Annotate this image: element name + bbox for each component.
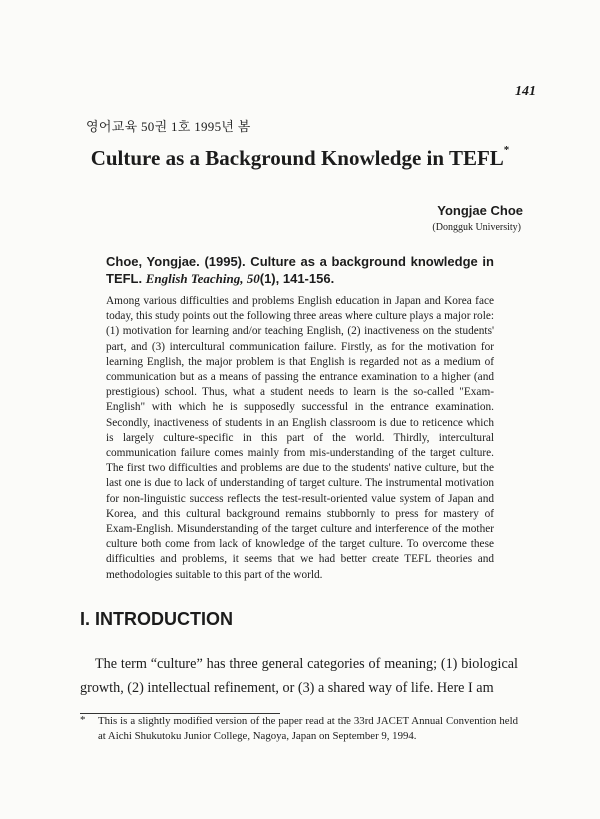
footnote-text: This is a slightly modified version of the paper read at the 33rd JACET Annual Convention held at Aichi Shukutoku Junior College, Nagoya, Japan on September 9, 1994. [98, 715, 518, 742]
paper-title [50, 146, 550, 171]
citation [106, 253, 494, 287]
abstract: Among various difficulties and problems English education in Japan and Korea face today, this study points out the following three areas where culture plays a major role: (1) motivation for learning and/or teaching English, (2) inactiveness on the students' part, and (3) intercultural communication failure. Firstly, as for the motivation for learning English, the major problem is that English is regarded not as a medium of communication but as a means of passing the entrance examination to a higher (and prestigious) school. Thus, what a student needs to learn is the so-called "Exam-English" with which he is supposedly successful in the entrance examination. Secondly, inactiveness of students in an English classroom is due to reticence which is largely culture-specific in this part of the world. Thirdly, intercultural communication failure comes mainly from mis-understanding of the target culture. The first two difficulties and problems are due to the students' native culture, but the last one is due to lack of understanding of target culture. The instrumental motivation for non-linguistic success reflects the test-result-oriented value system of Japan and Korea, and this cultural background remains stubbornly to press for mastery of Exam-English. Misunderstanding of the target culture and interference of the mother culture both come from lack of knowledge of the target culture. To overcome these difficulties and problems, it seems that we had better create TEFL theories and methodologies suitable to this part of the world. [106, 295, 494, 581]
footnote-marker: * [80, 714, 86, 726]
title-text: Culture as a Background Knowledge in TEFL [90, 146, 504, 170]
journal-header: 영어교육 50권 1호 1995년 봄 [86, 119, 251, 134]
citation-prefix: Choe, Yongjae. (1995). Culture as a background knowledge in TEFL. [106, 254, 494, 286]
citation-journal: English Teaching, 50 [145, 271, 260, 286]
intro-paragraph: The term “culture” has three general categories of meaning; (1) biological growth, (2) intellectual refinement, or (3) a shared way of life. Here I am [80, 656, 518, 696]
section-heading: I. INTRODUCTION [80, 609, 233, 629]
author-affiliation: (Dongguk University) [432, 222, 521, 233]
page-number: 141 [515, 84, 536, 99]
citation-issue-pages: (1), 141-156. [259, 271, 335, 286]
author-name: Yongjae Choe [437, 203, 523, 218]
title-footnote-mark: * [503, 144, 510, 156]
